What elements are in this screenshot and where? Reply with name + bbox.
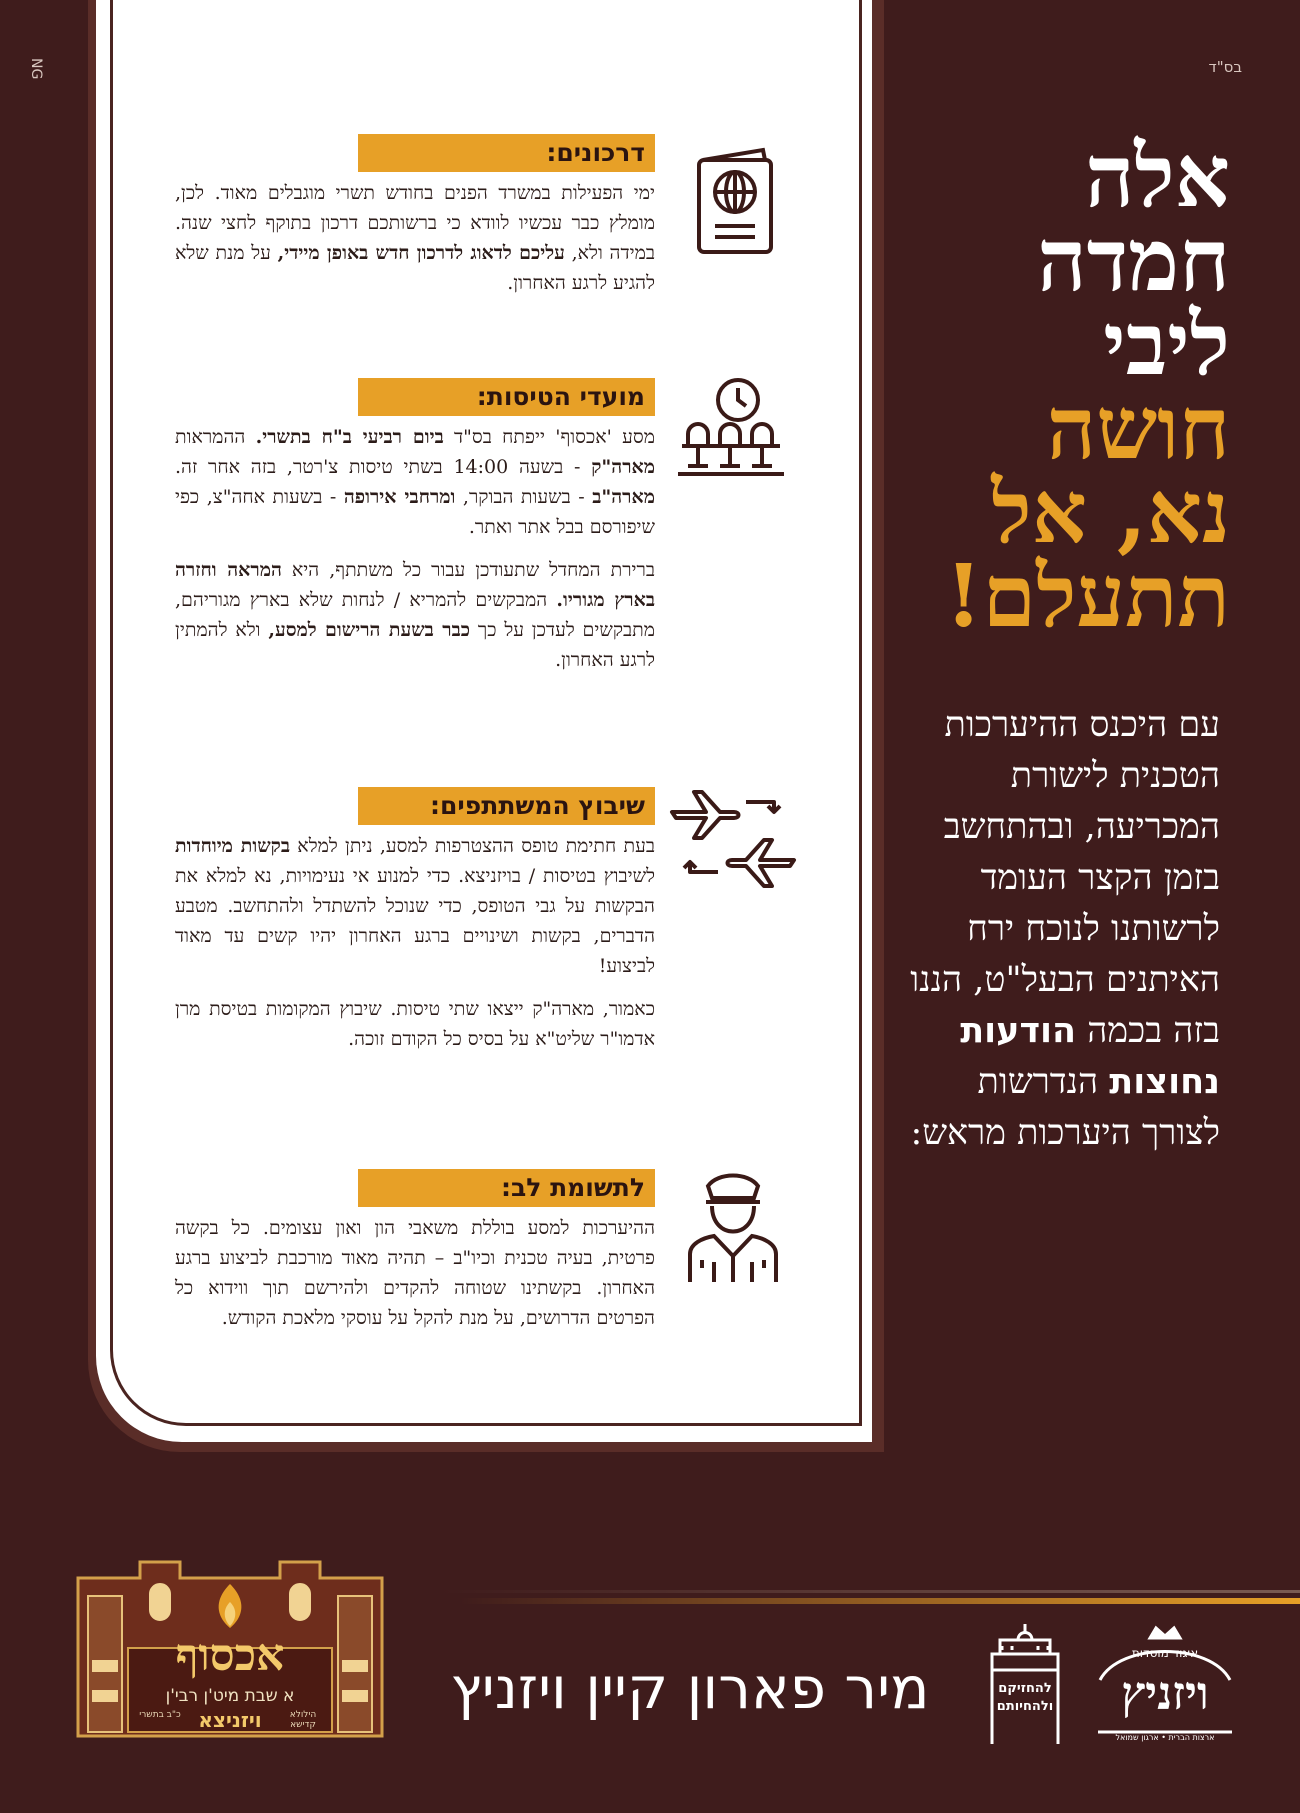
footer-title: מיר פארון קיין ויזניץ	[450, 1654, 930, 1722]
seating-paragraph-1	[175, 831, 655, 981]
corner-mark-right: בס"ד	[1208, 58, 1242, 76]
flights-default-bold: המראה וחזרה בארץ מגוריו.	[175, 559, 655, 611]
seating-text-a: בעת חתימת טופס ההצטרפות למסע, ניתן למלא	[297, 835, 655, 857]
flights-text-e: - בשעות אחה"צ, כפי שיפורסם בבל אתר ואתר.	[175, 486, 655, 538]
intro-text	[900, 700, 1220, 1159]
flights-origin-usa: מארה"ב	[592, 486, 655, 508]
footer-divider-thin	[440, 1590, 1300, 1593]
section-text-passports	[175, 178, 655, 298]
logo-subtitle: א שבת מיט'ן רבי'ן	[165, 1686, 295, 1706]
headline-line-3: ליבי	[1103, 294, 1230, 395]
logo-note-left: כ"ב בתשרי	[139, 1710, 181, 1720]
passports-text-bold: עליכם לדאוג לדרכון חדש באופן מיידי,	[277, 242, 565, 264]
org-logo-vizhnitz	[1090, 1620, 1240, 1745]
pilot-icon	[672, 1160, 802, 1290]
headline-line-5: נא, אל	[991, 462, 1230, 563]
seating-paragraph-2: כאמור, מארה"ק ייצאו שתי טיסות. שיבוץ המקומות בטיסת מרן אדמו"ר שליט"א על בסיס כל הקודם זוכה.	[175, 998, 655, 1050]
flights-icon	[668, 772, 798, 902]
section-attention	[175, 1169, 655, 1346]
org-2-name: ויזניץ	[1121, 1666, 1209, 1720]
attention-paragraph: ההיערכות למסע בוללת משאבי הון ואון עצומים. כל בקשה פרטית, בעיה טכנית וכיו"ב – תהיה מאוד מורכבת לביצוע ברגע האחרון. בקשתינו שטוחה להקדים ולהירשם תוך ווידוא כל הפרטים הדרושים, על מנת להקל על עוסקי מלאכת הקודש.	[175, 1217, 655, 1329]
logo-title: אכסוף	[175, 1630, 285, 1681]
section-flight-times	[175, 378, 655, 688]
org-2-bottom: ארצות הברית • ארגון שמואל	[1115, 1733, 1215, 1742]
headline	[930, 126, 1230, 647]
flights-date: ביום רביעי ב"ח בתשרי.	[255, 426, 444, 448]
section-title-passports: דרכונים:	[358, 134, 655, 172]
airport-waiting-icon	[670, 370, 800, 500]
passport-icon	[673, 140, 803, 270]
intro-text-bold: הודעות נחוצות	[960, 1011, 1220, 1102]
flight-times-paragraph-1	[175, 422, 655, 542]
org-2-top: איגוד מוסדות	[1131, 1646, 1199, 1660]
flights-default-text-c: ולא להמתין לרגע האחרון.	[175, 619, 655, 671]
section-seating	[175, 787, 655, 1067]
logo-note-right: הילולא קדישא	[289, 1710, 317, 1730]
headline-line-4: חושה	[1046, 378, 1230, 479]
passports-text-b: על מנת שלא להגיע לרגע האחרון.	[175, 242, 655, 294]
flights-text-c: - בשעה 14:00 בשתי טיסות צ'רטר, בזה אחר זה.	[175, 456, 581, 478]
org-1-text: להחזיקם ולהחיותם	[996, 1681, 1054, 1714]
section-title-seating: שיבוץ המשתתפים:	[358, 787, 655, 825]
flights-registration-bold: כבר בשעת הרישום למסע,	[268, 619, 471, 641]
flights-origin-europe: ומרחבי אירופה	[343, 486, 456, 508]
intro-text-part-1: עם היכנס ההיערכות הטכנית לישורת המכריעה, ובהתחשב בזמן הקצר העומד לרשותנו לנוכח ירח האיתנים הבעל"ט, הננו בזה בכמה	[910, 705, 1220, 1051]
flight-times-paragraph-2	[175, 555, 655, 675]
section-title-attention: לתשומת לב:	[358, 1169, 655, 1207]
flights-text-b: ההמראות	[175, 426, 246, 448]
logo-place: ויזניצא	[198, 1708, 262, 1732]
intro-text-part-2: הנדרשות לצורך היערכות מראש:	[910, 1062, 1220, 1153]
flights-default-text-a: ברירת המחדל שתעודכן עבור כל משתתף, היא	[291, 559, 655, 581]
headline-line-2: חמדה	[1037, 210, 1230, 311]
section-title-flight-times: מועדי הטיסות:	[358, 378, 655, 416]
org-logo-lehachzikam	[980, 1620, 1070, 1745]
corner-mark-left: NG	[28, 58, 44, 80]
seating-text-b: לשיבוץ בטיסות / בויזניצא. כדי למנוע אי נעימויות, נא למלא את הבקשות על גבי הטופס, כדי שנוכל להשתדל ולהתחשב. מטבע הדברים, בקשות ושינויים ברגע האחרון יהיו קשים עד מאוד לביצוע!	[175, 865, 655, 977]
seating-text-bold: בקשות מיוחדות	[175, 835, 291, 857]
footer-divider-gold	[460, 1598, 1300, 1604]
flights-origin-israel: מארה"ק	[591, 456, 655, 478]
passports-text-a: ימי הפעילות במשרד הפנים בחודש תשרי מוגבלים מאוד. לכן, מומלץ כבר עכשיו לוודא כי ברשותכם דרכון בתוקף לחצי שנה. במידה ולא,	[175, 182, 656, 264]
akhsof-logo	[70, 1540, 390, 1752]
section-passports	[175, 134, 655, 311]
headline-line-1: אלה	[1085, 126, 1230, 227]
flights-text-d: - בשעות הבוקר,	[462, 486, 585, 508]
headline-line-6: תתעלם!	[944, 546, 1230, 647]
flights-text-a: מסע 'אכסוף' ייפתח בס"ד	[454, 426, 656, 448]
flights-default-text-b: המבקשים להמריא / לנחות שלא בארץ מגוריהם, מתבקשים לעדכן על כך	[175, 589, 656, 641]
